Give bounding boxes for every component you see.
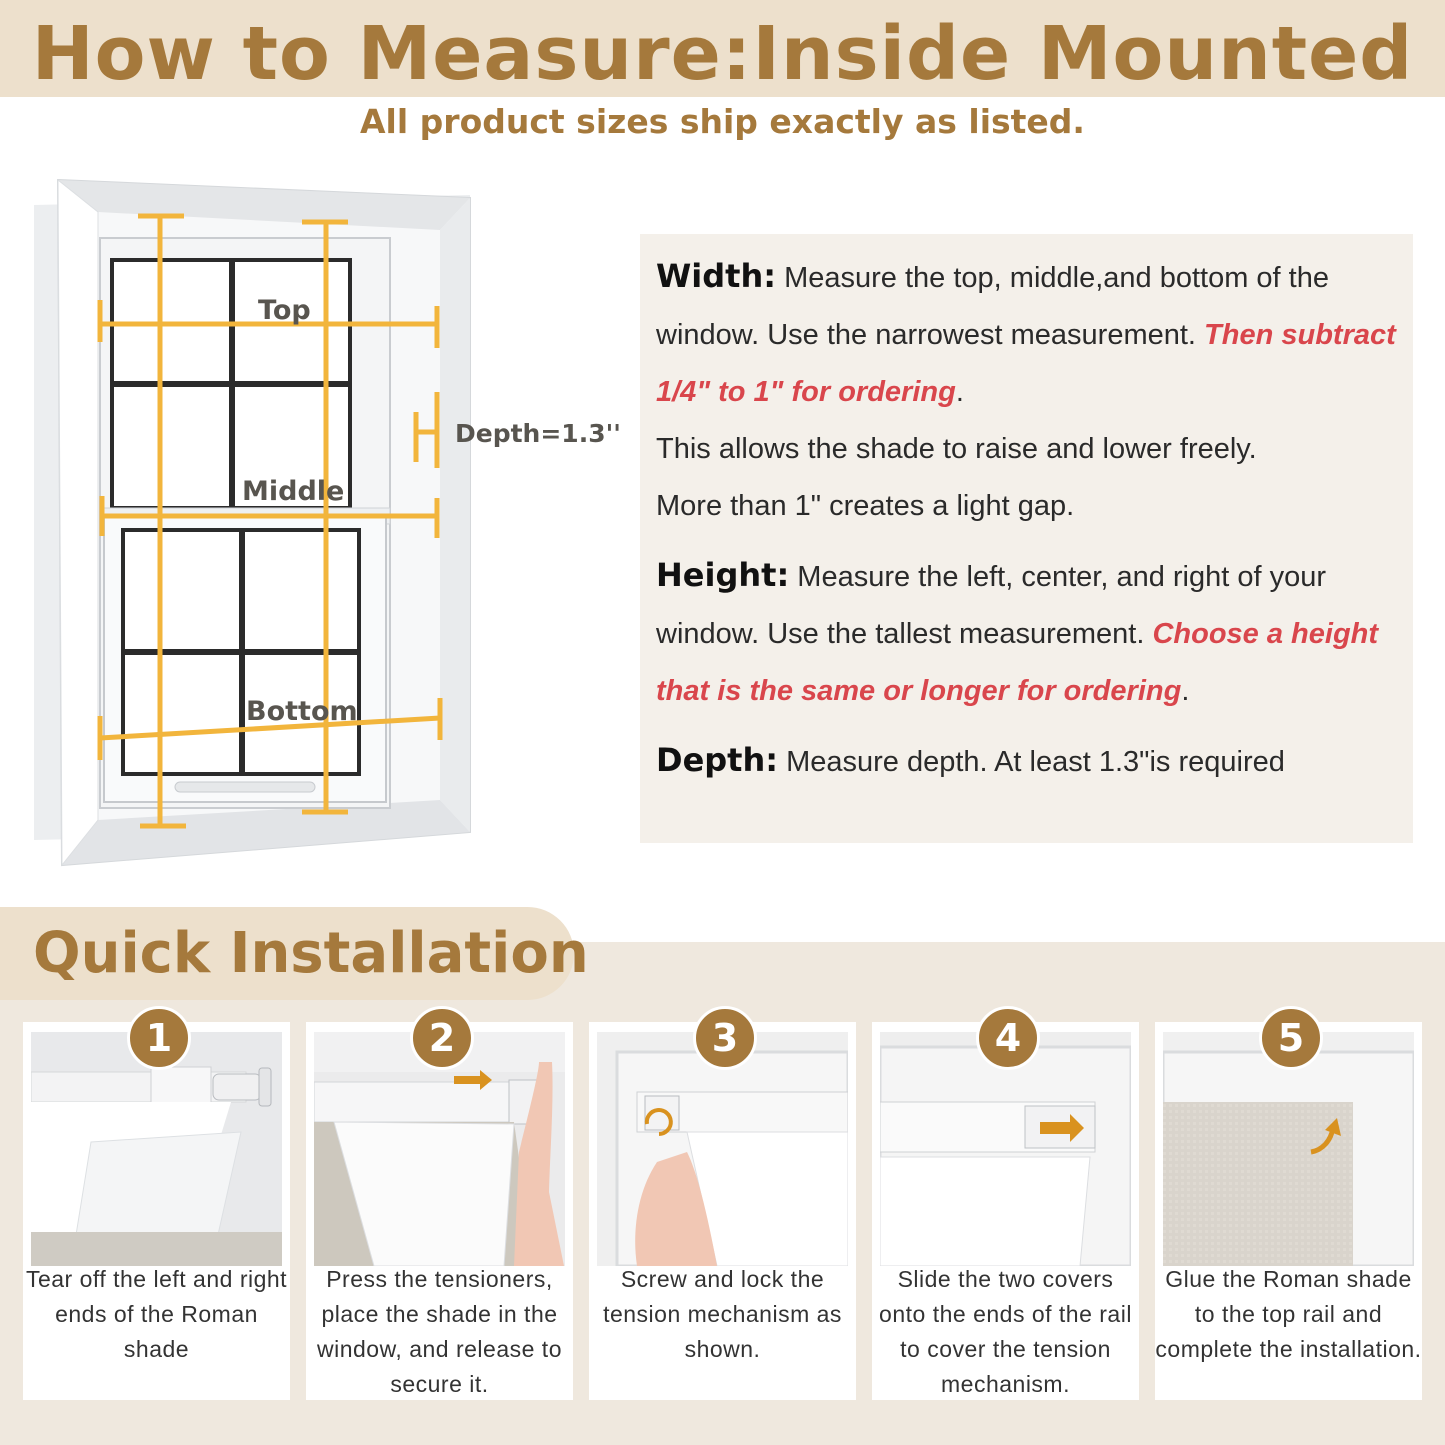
tensioner-icon	[213, 1074, 261, 1100]
width-heading: Width:	[656, 257, 777, 295]
height-highlight: Choose a height that is the same or longer for ordering	[656, 618, 1379, 707]
step-card-5	[1155, 1016, 1422, 1400]
step-card-1	[23, 1016, 290, 1400]
width-note-2: More than 1" creates a light gap.	[656, 490, 1075, 522]
label-top: Top	[258, 295, 311, 326]
step-card-3	[589, 1016, 856, 1400]
step-number-1: 1	[127, 1006, 191, 1070]
measure-instructions	[640, 234, 1413, 843]
step-number-5: 5	[1259, 1006, 1323, 1070]
step-caption-2: Press the tensioners, place the shade in the window, and release to secure it.	[317, 1266, 562, 1397]
depth-heading: Depth:	[656, 741, 779, 779]
step-caption-3: Screw and lock the tension mechanism as shown.	[603, 1266, 842, 1362]
label-bottom: Bottom	[246, 696, 358, 727]
height-heading: Height:	[656, 556, 790, 594]
step-caption-1: Tear off the left and right ends of the Roman shade	[25, 1266, 288, 1362]
width-note-1: This allows the shade to raise and lower freely.	[656, 433, 1257, 465]
width-instruction: Width: Measure the top, middle,and bottom of the window. Use the narrowest measurement. Then subtract 1/4" to 1" for ordering. This allows the shade to raise and lower freely. More than 1" creates a light gap.	[656, 257, 1396, 522]
step-number-4: 4	[976, 1006, 1040, 1070]
page-title: How to Measure:Inside Mounted	[31, 11, 1414, 97]
depth-instruction: Depth: Measure depth. At least 1.3"is required	[656, 741, 1285, 779]
label-depth: Depth=1.3''	[455, 419, 621, 448]
step-card-4	[872, 1016, 1139, 1400]
window-diagram	[0, 160, 630, 890]
step-card-2	[306, 1016, 573, 1400]
height-instruction: Height: Measure the left, center, and right of your window. Use the tallest measurement. Choose a height that is the same or longer for ordering.	[656, 556, 1379, 707]
step-number-3: 3	[693, 1006, 757, 1070]
install-title: Quick Installation	[33, 921, 589, 986]
step-caption-5: Glue the Roman shade to the top rail and complete the installation.	[1155, 1266, 1422, 1362]
width-highlight: Then subtract 1/4" to 1" for ordering	[656, 319, 1396, 408]
label-middle: Middle	[242, 476, 345, 507]
step-caption-4: Slide the two covers onto the ends of the rail to cover the tension mechanism.	[879, 1266, 1132, 1397]
page-subtitle: All product sizes ship exactly as listed.	[360, 102, 1085, 141]
diagram-labels	[0, 160, 630, 890]
step-number-2: 2	[410, 1006, 474, 1070]
